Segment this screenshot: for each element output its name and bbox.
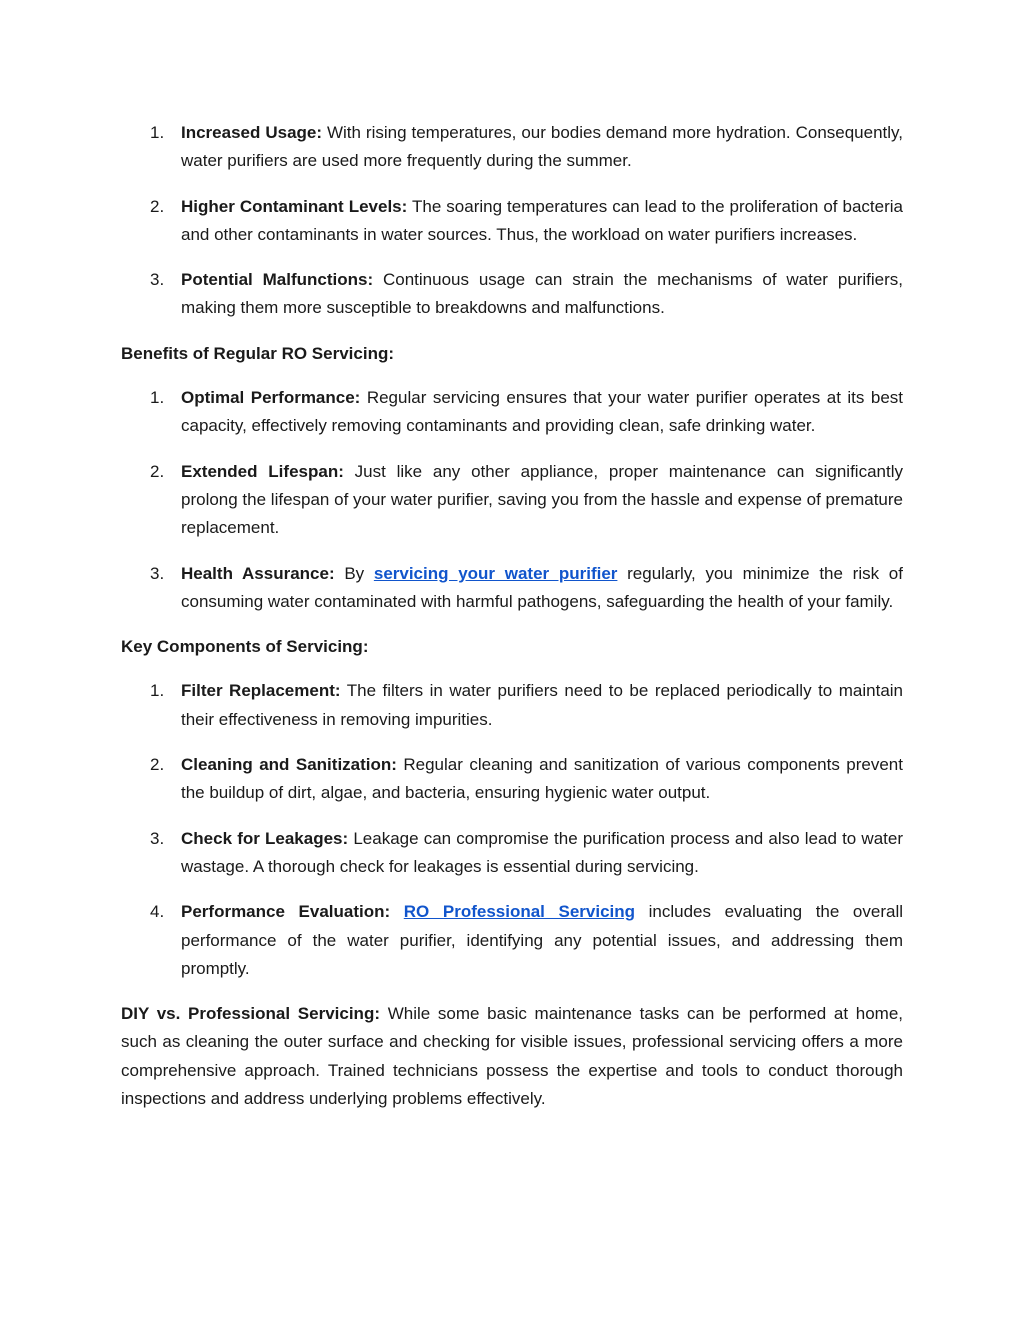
list-number: 3. [150, 828, 165, 848]
components-list [121, 677, 903, 983]
list-number: 3. [150, 563, 165, 583]
list-item [121, 825, 903, 882]
list-text: Regular servicing ensures that your water purifier operates at its best capacity, effectively removing contaminants and providing clean, safe drinking water. [181, 388, 903, 436]
list-number: 4. [150, 902, 165, 922]
list-term: Extended Lifespan: [181, 461, 344, 481]
list-term: Potential Malfunctions: [181, 270, 374, 290]
list-term: Higher Contaminant Levels: [181, 196, 408, 216]
list-item [121, 560, 903, 617]
list-item [121, 266, 903, 323]
summer-factors-list [121, 119, 903, 323]
paragraph-text: While some basic maintenance tasks can be performed at home, such as cleaning the outer surface and checking for visible issues, professional servicing offers a more comprehensive approach. Trained technicians possess the expertise and tools to conduct thorough inspections and address underlying problems effectively. [121, 1004, 904, 1109]
list-text: Just like any other appliance, proper maintenance can significantly prolong the lifespan of your water purifier, saving you from the hassle and expense of premature replacement. [181, 461, 903, 538]
benefits-list [121, 384, 903, 616]
list-text: The filters in water purifiers need to be replaced periodically to maintain their effectiveness in removing impurities. [181, 681, 904, 729]
list-number: 3. [150, 270, 165, 290]
list-item [121, 751, 903, 808]
list-text: includes evaluating the overall performance of the water purifier, identifying any potential issues, and addressing them promptly. [181, 902, 904, 978]
list-term: Optimal Performance: [181, 388, 361, 408]
list-number: 1. [150, 388, 165, 408]
list-item [121, 193, 903, 250]
list-item [121, 458, 903, 543]
list-number: 2. [150, 196, 165, 216]
list-term: Performance Evaluation: [181, 902, 391, 922]
servicing-water-purifier-link[interactable]: servicing your water purifier [373, 563, 618, 583]
list-text: Leakage can compromise the purification process and also lead to water wastage. A thorough check for leakages is essential during servicing. [181, 828, 903, 876]
list-item [121, 384, 903, 441]
list-text: With rising temperatures, our bodies demand more hydration. Consequently, water purifiers are used more frequently during the summer. [181, 123, 904, 171]
list-text: Continuous usage can strain the mechanisms of water purifiers, making them more susceptible to breakdowns and malfunctions. [181, 270, 904, 318]
paragraph-term: DIY vs. Professional Servicing: [121, 1004, 380, 1024]
list-number: 1. [150, 123, 165, 142]
list-term: Check for Leakages: [181, 828, 349, 848]
list-term: Cleaning and Sanitization: [181, 755, 397, 775]
list-item [121, 677, 903, 734]
list-number: 1. [150, 681, 165, 701]
list-text: The soaring temperatures can lead to the proliferation of bacteria and other contaminants in water sources. Thus, the workload on water purifiers increases. [181, 196, 903, 244]
benefits-heading: Benefits of Regular RO Servicing: [121, 343, 394, 363]
list-term: Filter Replacement: [181, 681, 341, 701]
diy-paragraph [121, 1000, 903, 1113]
list-text: By [334, 563, 374, 583]
components-heading: Key Components of Servicing: [121, 637, 369, 657]
list-text [390, 902, 404, 921]
document-page [121, 119, 903, 1113]
list-number: 2. [150, 461, 165, 481]
list-term: Health Assurance: [181, 563, 335, 583]
list-text: regularly, you minimize the risk of consuming water contaminated with harmful pathogens, safeguarding the health of your family. [181, 563, 903, 611]
list-text: Regular cleaning and sanitization of various components prevent the buildup of dirt, algae, and bacteria, ensuring hygienic water output. [181, 755, 903, 803]
list-item [121, 898, 903, 983]
list-item [121, 119, 903, 176]
list-number: 2. [150, 755, 165, 775]
list-term: Increased Usage: [181, 123, 323, 142]
ro-professional-servicing-link[interactable]: RO Professional Servicing [403, 902, 636, 922]
